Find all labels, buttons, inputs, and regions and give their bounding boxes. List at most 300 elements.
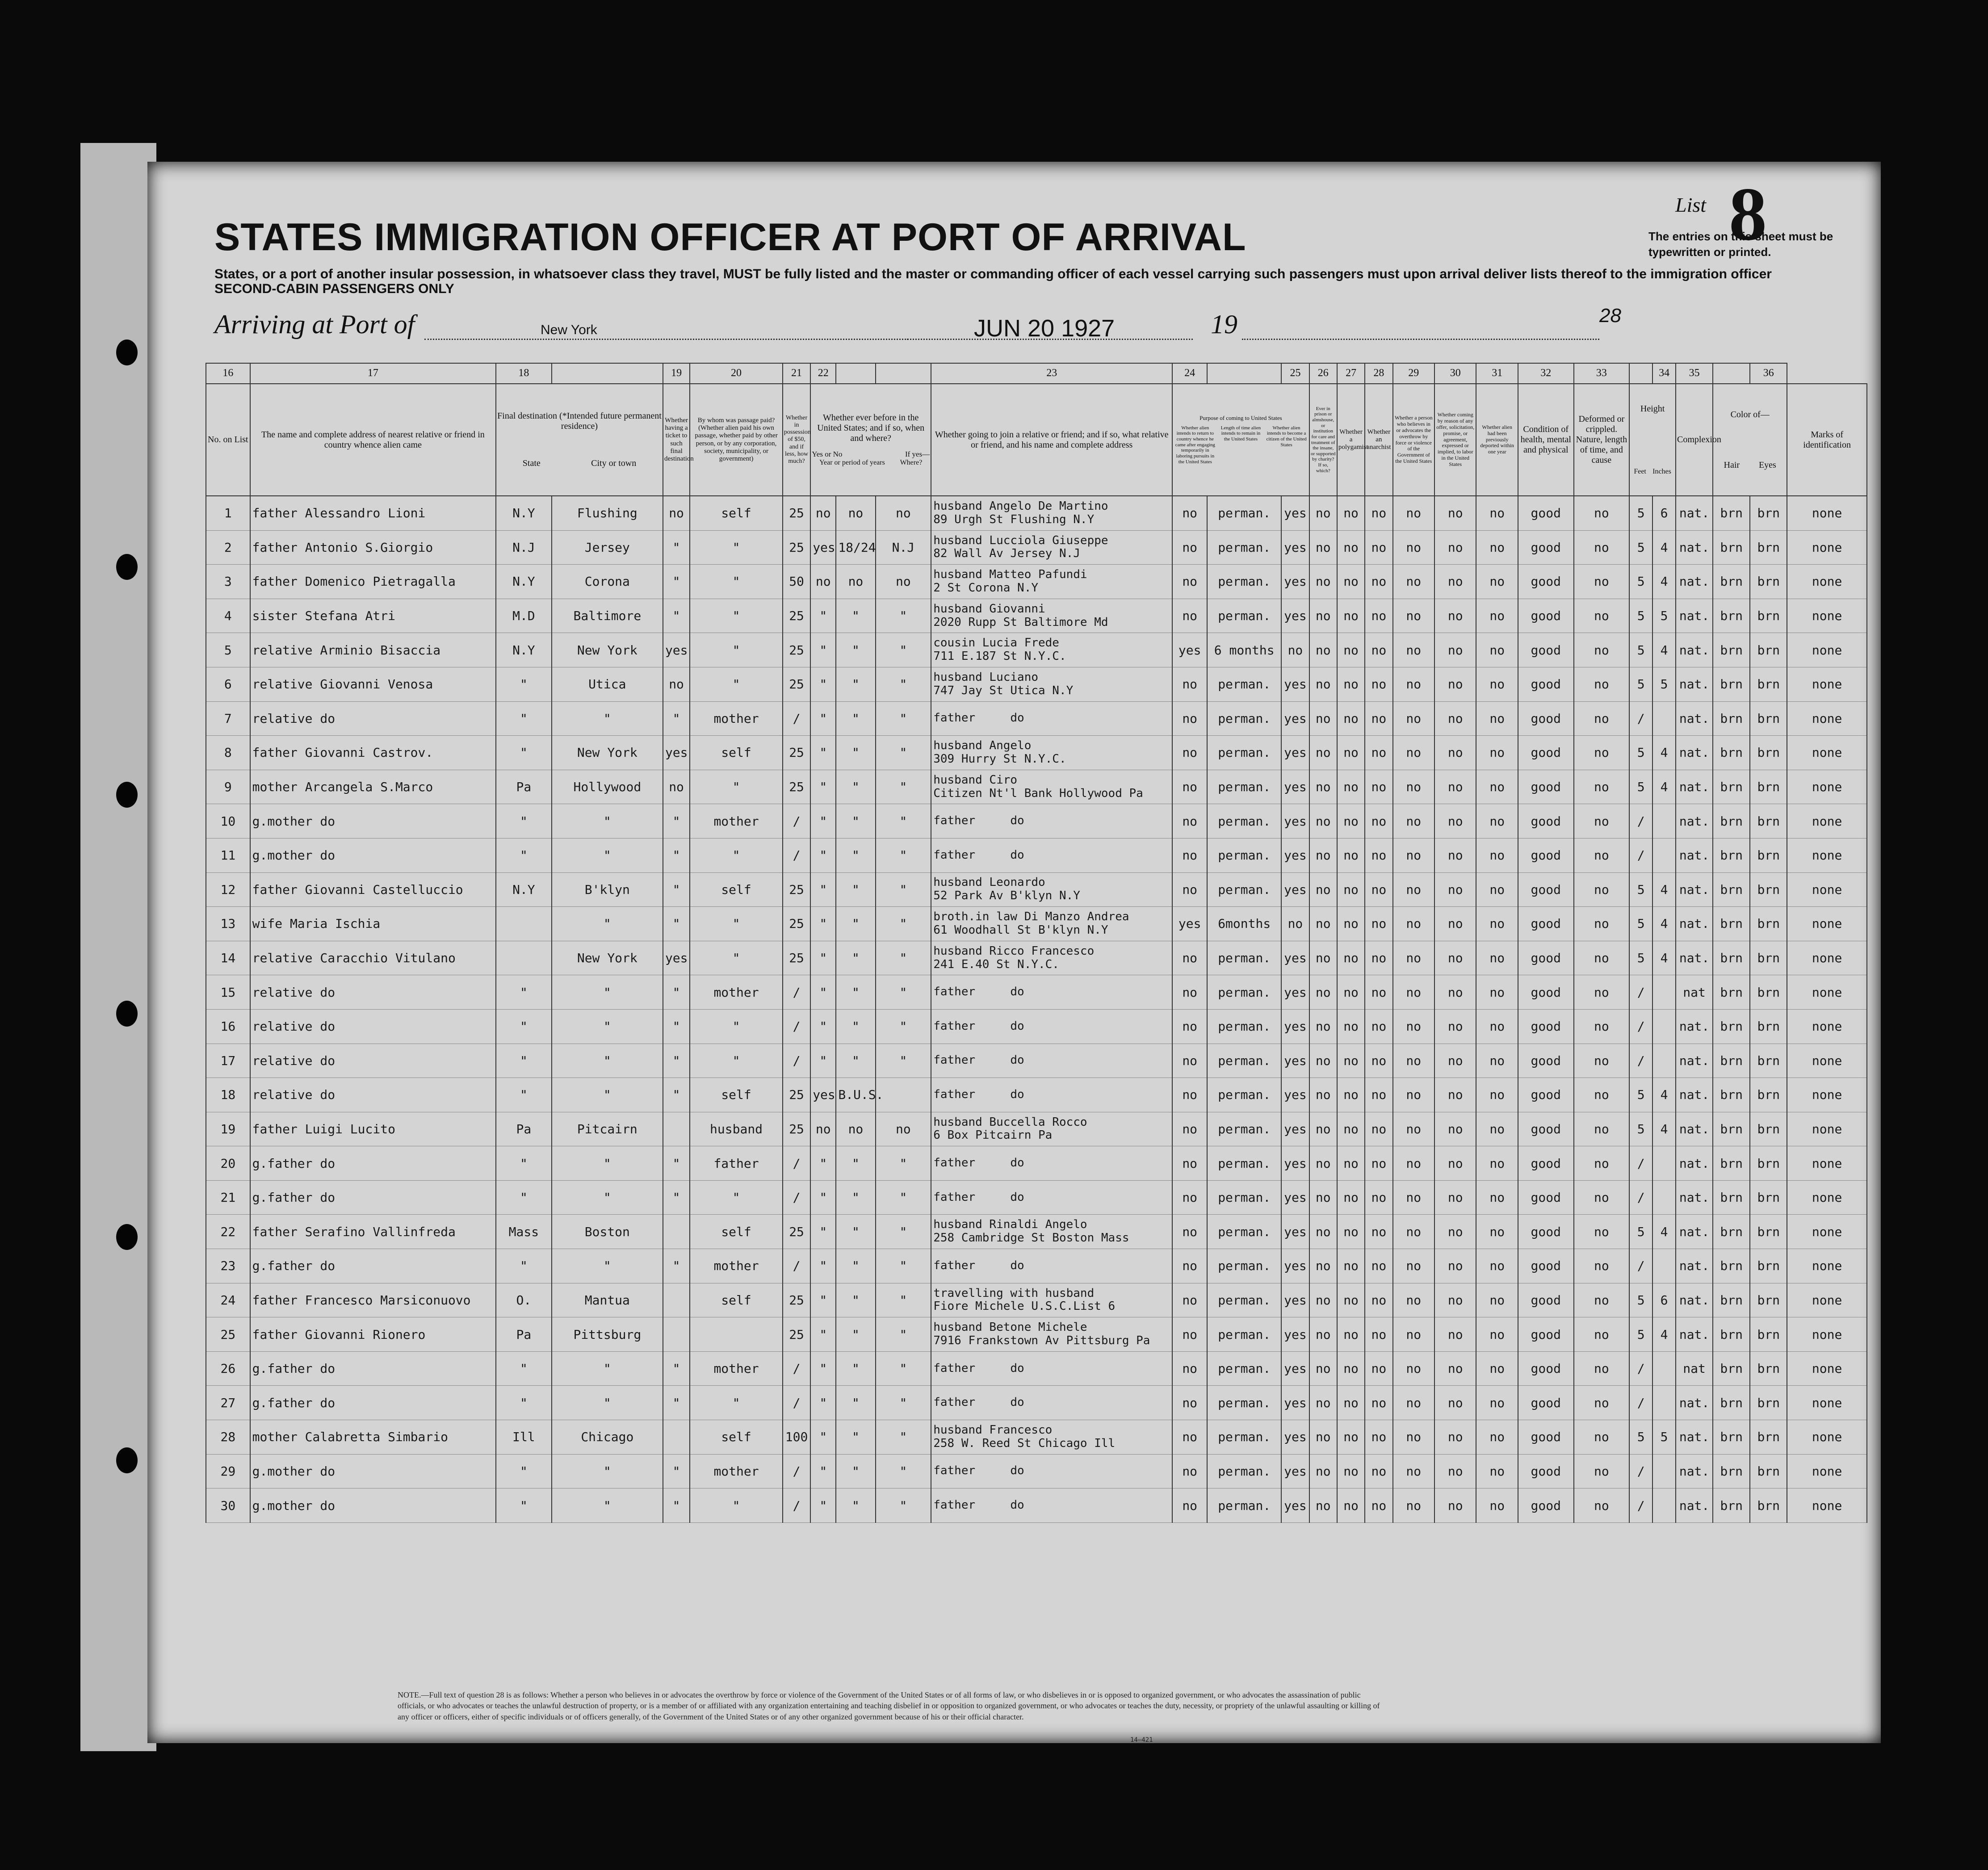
city-cell: "	[552, 1180, 663, 1215]
column-number	[1629, 363, 1652, 384]
state-cell: "	[496, 1454, 552, 1488]
overthrow-cell: no	[1393, 1146, 1434, 1181]
labor-offer-cell: no	[1434, 1078, 1476, 1112]
eyes-cell: brn	[1750, 1112, 1787, 1146]
state-cell: "	[496, 975, 552, 1010]
period-cell: no	[836, 496, 875, 530]
join-relative-cell: father do	[931, 701, 1172, 736]
marks-cell: none	[1787, 599, 1867, 633]
city-cell: "	[552, 804, 663, 839]
eyes-cell: brn	[1750, 1351, 1787, 1386]
column-number	[836, 363, 875, 384]
polygamist-cell: no	[1337, 565, 1365, 599]
list-number-cell: 14	[206, 941, 250, 975]
inches-cell	[1652, 1009, 1676, 1044]
health-cell: good	[1518, 1044, 1574, 1078]
relative-cell: g.mother do	[250, 1454, 496, 1488]
where-cell: "	[876, 838, 931, 872]
paid-by-cell: father	[690, 1146, 783, 1181]
table-row	[206, 667, 1867, 701]
health-cell: good	[1518, 1180, 1574, 1215]
anarchist-cell: no	[1365, 530, 1392, 565]
before-us-cell: "	[810, 838, 836, 872]
deformed-cell: no	[1574, 667, 1630, 701]
inches-cell: 4	[1652, 907, 1676, 941]
column-number: 33	[1574, 363, 1630, 384]
ticket-cell: "	[663, 975, 690, 1010]
relative-cell: relative Caracchio Vitulano	[250, 941, 496, 975]
state-cell: Ill	[496, 1420, 552, 1455]
col-complexion: Complexion	[1676, 384, 1713, 496]
paid-by-cell: self	[690, 872, 783, 907]
prison-cell: no	[1309, 941, 1337, 975]
before-us-cell: "	[810, 975, 836, 1010]
list-number-cell: 25	[206, 1317, 250, 1352]
return-cell: no	[1172, 530, 1207, 565]
labor-offer-cell: no	[1434, 1317, 1476, 1352]
ticket-cell: "	[663, 1351, 690, 1386]
marks-cell: none	[1787, 1283, 1867, 1317]
period-cell: "	[836, 941, 875, 975]
ticket-cell: no	[663, 667, 690, 701]
list-number-cell: 7	[206, 701, 250, 736]
deported-cell: no	[1476, 1180, 1518, 1215]
before-us-cell: "	[810, 1488, 836, 1523]
where-cell: "	[876, 1215, 931, 1249]
paid-by-cell: "	[690, 1044, 783, 1078]
ticket-cell: yes	[663, 633, 690, 667]
city-cell: New York	[552, 941, 663, 975]
relative-cell: g.father do	[250, 1386, 496, 1420]
col-purpose	[1172, 384, 1309, 496]
deformed-cell: no	[1574, 804, 1630, 839]
return-cell: no	[1172, 1317, 1207, 1352]
anarchist-cell: no	[1365, 599, 1392, 633]
health-cell: good	[1518, 1009, 1574, 1044]
table-row	[206, 1078, 1867, 1112]
labor-offer-cell: no	[1434, 1386, 1476, 1420]
deported-cell: no	[1476, 1488, 1518, 1523]
column-number: 19	[663, 363, 690, 384]
health-cell: good	[1518, 770, 1574, 804]
overthrow-cell: no	[1393, 1283, 1434, 1317]
col-color	[1713, 384, 1787, 496]
marks-cell: none	[1787, 1317, 1867, 1352]
complexion-cell: nat.	[1676, 633, 1713, 667]
before-us-cell: yes	[810, 530, 836, 565]
column-caption-row	[206, 384, 1867, 496]
money-cell: 25	[783, 1112, 810, 1146]
health-cell: good	[1518, 1112, 1574, 1146]
labor-offer-cell: no	[1434, 496, 1476, 530]
before-us-cell: "	[810, 701, 836, 736]
return-cell: no	[1172, 1420, 1207, 1455]
deported-cell: no	[1476, 1044, 1518, 1078]
hair-cell: brn	[1713, 1112, 1750, 1146]
table-row	[206, 1112, 1867, 1146]
yes-no-subheader: Yes or No	[812, 450, 843, 459]
relative-cell: father Giovanni Rionero	[250, 1317, 496, 1352]
feet-cell: 5	[1629, 941, 1652, 975]
length-of-stay-cell: perman.	[1207, 1044, 1281, 1078]
before-us-cell: "	[810, 667, 836, 701]
ticket-cell: "	[663, 1044, 690, 1078]
city-cell: "	[552, 1009, 663, 1044]
where-cell: "	[876, 770, 931, 804]
feet-cell: 5	[1629, 872, 1652, 907]
inches-cell: 5	[1652, 1420, 1676, 1455]
health-cell: good	[1518, 599, 1574, 633]
inches-cell	[1652, 1180, 1676, 1215]
city-cell: Utica	[552, 667, 663, 701]
polygamist-cell: no	[1337, 1386, 1365, 1420]
table-row	[206, 1317, 1867, 1352]
polygamist-cell: no	[1337, 1317, 1365, 1352]
before-us-cell: "	[810, 804, 836, 839]
inches-cell: 6	[1652, 1283, 1676, 1317]
table-row	[206, 599, 1867, 633]
relative-cell: relative do	[250, 1044, 496, 1078]
length-of-stay-cell: perman.	[1207, 872, 1281, 907]
money-cell: /	[783, 1009, 810, 1044]
hair-cell: brn	[1713, 1386, 1750, 1420]
marks-cell: none	[1787, 736, 1867, 770]
money-cell: 25	[783, 667, 810, 701]
list-number-cell: 3	[206, 565, 250, 599]
money-cell: /	[783, 1180, 810, 1215]
list-number-cell: 28	[206, 1420, 250, 1455]
marks-cell: none	[1787, 1386, 1867, 1420]
return-cell: yes	[1172, 907, 1207, 941]
column-number	[1713, 363, 1750, 384]
anarchist-cell: no	[1365, 1009, 1392, 1044]
city-cell: "	[552, 1488, 663, 1523]
period-cell: "	[836, 1146, 875, 1181]
feet-cell: 5	[1629, 599, 1652, 633]
health-cell: good	[1518, 736, 1574, 770]
money-cell: 100	[783, 1420, 810, 1455]
health-cell: good	[1518, 1386, 1574, 1420]
deported-cell: no	[1476, 975, 1518, 1010]
polygamist-cell: no	[1337, 1351, 1365, 1386]
passenger-table	[206, 363, 1867, 1523]
col-paid-by: By whom was passage paid? (Whether alien paid his own passage, whether paid by other person, or by any corporation, society, municipality, or government)	[690, 384, 783, 496]
inches-cell	[1652, 1351, 1676, 1386]
eyes-cell: brn	[1750, 1420, 1787, 1455]
eyes-cell: brn	[1750, 770, 1787, 804]
deformed-cell: no	[1574, 1146, 1630, 1181]
ticket-cell: no	[663, 496, 690, 530]
feet-cell: /	[1629, 1488, 1652, 1523]
prison-cell: no	[1309, 1249, 1337, 1283]
deformed-cell: no	[1574, 838, 1630, 872]
labor-offer-cell: no	[1434, 1249, 1476, 1283]
feet-cell: 5	[1629, 496, 1652, 530]
prison-cell: no	[1309, 633, 1337, 667]
join-relative-cell: father do	[931, 1146, 1172, 1181]
paid-by-cell: "	[690, 1488, 783, 1523]
ticket-cell: "	[663, 599, 690, 633]
cabin-class: SECOND-CABIN PASSENGERS ONLY	[214, 281, 454, 296]
hair-cell: brn	[1713, 1420, 1750, 1455]
feet-cell: 5	[1629, 565, 1652, 599]
join-relative-cell: cousin Lucia Frede 711 E.187 St N.Y.C.	[931, 633, 1172, 667]
page-title: STATES IMMIGRATION OFFICER AT PORT OF ARRIVAL	[214, 216, 1246, 259]
column-number: 30	[1434, 363, 1476, 384]
deformed-cell: no	[1574, 770, 1630, 804]
relative-cell: relative Arminio Bisaccia	[250, 633, 496, 667]
city-cell: "	[552, 838, 663, 872]
city-cell: New York	[552, 633, 663, 667]
deported-cell: no	[1476, 1078, 1518, 1112]
column-number: 21	[783, 363, 810, 384]
where-cell: "	[876, 941, 931, 975]
deformed-cell: no	[1574, 872, 1630, 907]
state-cell: "	[496, 804, 552, 839]
feet-cell: 5	[1629, 1215, 1652, 1249]
period-cell: "	[836, 907, 875, 941]
inches-cell: 4	[1652, 770, 1676, 804]
deported-cell: no	[1476, 941, 1518, 975]
complexion-cell: nat.	[1676, 907, 1713, 941]
health-cell: good	[1518, 565, 1574, 599]
money-cell: 25	[783, 1317, 810, 1352]
return-cell: no	[1172, 599, 1207, 633]
list-number-cell: 13	[206, 907, 250, 941]
polygamist-cell: no	[1337, 1112, 1365, 1146]
marks-cell: none	[1787, 1009, 1867, 1044]
marks-cell: none	[1787, 1351, 1867, 1386]
deported-cell: no	[1476, 599, 1518, 633]
hair-cell: brn	[1713, 907, 1750, 941]
col-nearest-relative: The name and complete address of nearest relative or friend in country whence alien came	[250, 384, 496, 496]
return-cell: no	[1172, 1488, 1207, 1523]
relative-cell: mother Arcangela S.Marco	[250, 770, 496, 804]
city-cell: Flushing	[552, 496, 663, 530]
column-number: 32	[1518, 363, 1574, 384]
complexion-cell: nat.	[1676, 1146, 1713, 1181]
eyes-cell: brn	[1750, 1317, 1787, 1352]
state-cell: N.Y	[496, 872, 552, 907]
marks-cell: none	[1787, 770, 1867, 804]
polygamist-cell: no	[1337, 1044, 1365, 1078]
eyes-cell: brn	[1750, 838, 1787, 872]
citizen-cell: yes	[1281, 1078, 1309, 1112]
inches-cell	[1652, 838, 1676, 872]
citizen-cell: yes	[1281, 1009, 1309, 1044]
eyes-cell: brn	[1750, 496, 1787, 530]
where-subheader: Where?	[900, 458, 923, 466]
citizen-cell: yes	[1281, 804, 1309, 839]
health-cell: good	[1518, 1146, 1574, 1181]
list-number-cell: 6	[206, 667, 250, 701]
anarchist-cell: no	[1365, 1454, 1392, 1488]
state-cell: "	[496, 1146, 552, 1181]
paid-by-cell: "	[690, 599, 783, 633]
ticket-cell: "	[663, 1009, 690, 1044]
return-cell: no	[1172, 1078, 1207, 1112]
paid-by-cell: "	[690, 633, 783, 667]
list-number-cell: 10	[206, 804, 250, 839]
marks-cell: none	[1787, 1215, 1867, 1249]
feet-cell: /	[1629, 1386, 1652, 1420]
state-cell: M.D	[496, 599, 552, 633]
citizen-cell: yes	[1281, 1386, 1309, 1420]
anarchist-cell: no	[1365, 1215, 1392, 1249]
col-deformed: Deformed or crippled. Nature, length of time, and cause	[1574, 384, 1630, 496]
eyes-cell: brn	[1750, 565, 1787, 599]
polygamist-cell: no	[1337, 530, 1365, 565]
money-cell: /	[783, 838, 810, 872]
hair-cell: brn	[1713, 736, 1750, 770]
return-cell: no	[1172, 1146, 1207, 1181]
anarchist-cell: no	[1365, 1112, 1392, 1146]
period-cell: "	[836, 1351, 875, 1386]
length-of-stay-cell: perman.	[1207, 1351, 1281, 1386]
before-us-cell: "	[810, 907, 836, 941]
polygamist-cell: no	[1337, 1180, 1365, 1215]
paid-by-cell: mother	[690, 975, 783, 1010]
labor-offer-cell: no	[1434, 1283, 1476, 1317]
deported-cell: no	[1476, 1317, 1518, 1352]
city-cell: "	[552, 1351, 663, 1386]
join-relative-cell: father do	[931, 1180, 1172, 1215]
ticket-cell: "	[663, 1488, 690, 1523]
paid-by-cell: "	[690, 667, 783, 701]
join-relative-cell: father do	[931, 1044, 1172, 1078]
length-of-stay-cell: perman.	[1207, 1386, 1281, 1420]
relative-cell: father Domenico Pietragalla	[250, 565, 496, 599]
prison-cell: no	[1309, 1283, 1337, 1317]
table-row	[206, 1009, 1867, 1044]
join-relative-cell: husband Giovanni 2020 Rupp St Baltimore Md	[931, 599, 1172, 633]
overthrow-cell: no	[1393, 1249, 1434, 1283]
column-number: 22	[810, 363, 836, 384]
inches-cell	[1652, 1488, 1676, 1523]
overthrow-cell: no	[1393, 975, 1434, 1010]
deformed-cell: no	[1574, 975, 1630, 1010]
money-cell: /	[783, 1488, 810, 1523]
return-cell: no	[1172, 975, 1207, 1010]
prison-cell: no	[1309, 1317, 1337, 1352]
hair-cell: brn	[1713, 599, 1750, 633]
prison-cell: no	[1309, 770, 1337, 804]
prison-cell: no	[1309, 804, 1337, 839]
relative-cell: g.mother do	[250, 838, 496, 872]
labor-offer-cell: no	[1434, 701, 1476, 736]
before-us-cell: "	[810, 1351, 836, 1386]
deported-cell: no	[1476, 1146, 1518, 1181]
money-cell: /	[783, 1386, 810, 1420]
hair-cell: brn	[1713, 701, 1750, 736]
complexion-cell: nat.	[1676, 1249, 1713, 1283]
ticket-cell: yes	[663, 736, 690, 770]
inches-cell	[1652, 1044, 1676, 1078]
money-cell: 25	[783, 770, 810, 804]
money-cell: /	[783, 1146, 810, 1181]
table-row	[206, 736, 1867, 770]
state-cell: Pa	[496, 770, 552, 804]
polygamist-cell: no	[1337, 1009, 1365, 1044]
ticket-cell: "	[663, 1146, 690, 1181]
labor-offer-cell: no	[1434, 736, 1476, 770]
polygamist-cell: no	[1337, 975, 1365, 1010]
deformed-cell: no	[1574, 633, 1630, 667]
table-row	[206, 838, 1867, 872]
money-cell: /	[783, 804, 810, 839]
hair-cell: brn	[1713, 1488, 1750, 1523]
period-cell: "	[836, 1283, 875, 1317]
eyes-cell: brn	[1750, 1249, 1787, 1283]
city-cell: Jersey	[552, 530, 663, 565]
paid-by-cell: "	[690, 770, 783, 804]
city-cell: "	[552, 907, 663, 941]
paid-by-cell: mother	[690, 701, 783, 736]
deformed-cell: no	[1574, 1283, 1630, 1317]
relative-cell: relative Giovanni Venosa	[250, 667, 496, 701]
feet-cell: /	[1629, 1180, 1652, 1215]
return-cell: no	[1172, 1044, 1207, 1078]
before-us-cell: "	[810, 1180, 836, 1215]
return-cell: no	[1172, 667, 1207, 701]
health-cell: good	[1518, 1488, 1574, 1523]
column-number: 16	[206, 363, 250, 384]
feet-cell: 5	[1629, 1317, 1652, 1352]
inches-cell	[1652, 1454, 1676, 1488]
deported-cell: no	[1476, 1215, 1518, 1249]
table-row	[206, 496, 1867, 530]
eyes-cell: brn	[1750, 701, 1787, 736]
overthrow-cell: no	[1393, 736, 1434, 770]
complexion-cell: nat.	[1676, 1454, 1713, 1488]
typewritten-note: The entries on this sheet must be typewritten or printed.	[1648, 230, 1833, 259]
complexion-cell: nat.	[1676, 770, 1713, 804]
deformed-cell: no	[1574, 1420, 1630, 1455]
city-cell: Pitcairn	[552, 1112, 663, 1146]
relative-cell: sister Stefana Atri	[250, 599, 496, 633]
where-cell: "	[876, 667, 931, 701]
join-relative-cell: father do	[931, 838, 1172, 872]
relative-cell: father Antonio S.Giorgio	[250, 530, 496, 565]
state-cell: O.	[496, 1283, 552, 1317]
before-us-cell: "	[810, 872, 836, 907]
period-cell: "	[836, 1180, 875, 1215]
col-health: Condition of health, mental and physical	[1518, 384, 1574, 496]
length-of-stay-cell: perman.	[1207, 975, 1281, 1010]
money-cell: 25	[783, 633, 810, 667]
labor-offer-cell: no	[1434, 633, 1476, 667]
length-of-stay-cell: perman.	[1207, 1454, 1281, 1488]
polygamist-cell: no	[1337, 496, 1365, 530]
overthrow-cell: no	[1393, 1078, 1434, 1112]
col-prison: Ever in prison or almshouse, or institution for care and treatment of the insane, or supported by charity? If so, which?	[1309, 384, 1337, 496]
eyes-cell: brn	[1750, 1386, 1787, 1420]
prison-cell: no	[1309, 1044, 1337, 1078]
eyes-cell: brn	[1750, 804, 1787, 839]
deformed-cell: no	[1574, 941, 1630, 975]
labor-offer-cell: no	[1434, 1180, 1476, 1215]
citizen-cell: yes	[1281, 565, 1309, 599]
list-number-cell: 12	[206, 872, 250, 907]
deformed-cell: no	[1574, 599, 1630, 633]
before-us-cell: "	[810, 1454, 836, 1488]
complexion-cell: nat.	[1676, 1009, 1713, 1044]
before-us-cell: "	[810, 599, 836, 633]
anarchist-cell: no	[1365, 496, 1392, 530]
join-relative-cell: husband Matteo Pafundi 2 St Corona N.Y	[931, 565, 1172, 599]
col-height	[1629, 384, 1676, 496]
polygamist-cell: no	[1337, 872, 1365, 907]
